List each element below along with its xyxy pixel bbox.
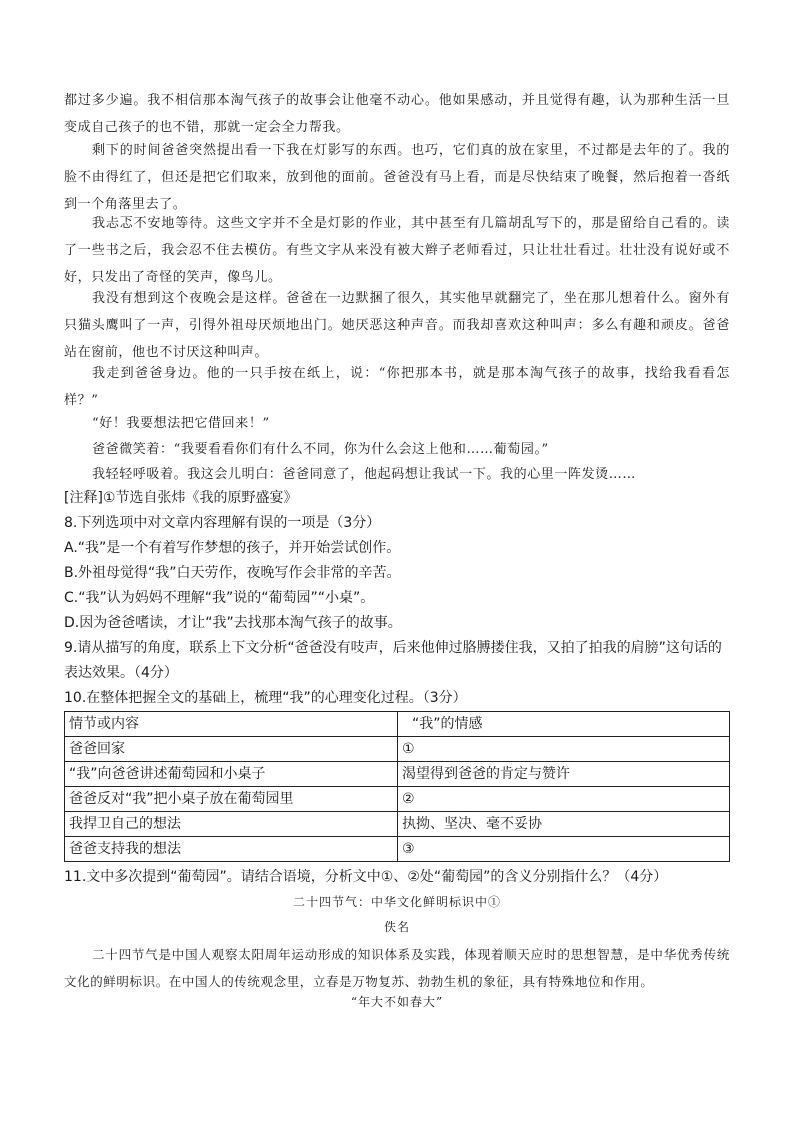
- story-paragraph-2: 剩下的时间爸爸突然提出看一下我在灯影写的东西。也巧，它们真的放在家里，不过都是去年的了。我的脸不由得红了，但还是把它们取来，放到他的面前。爸爸没有马上看，而是尽快结束了晚餐，然后抱着一沓纸到一个角落里去了。: [64, 143, 730, 212]
- story-paragraph-7: 爸爸微笑着：“我要看看你们有什么不同，你为什么会这上他和……葡萄园。”: [92, 442, 549, 457]
- table-cell: 爸爸支持我的想法: [65, 837, 398, 862]
- story-paragraph-4: 我没有想到这个夜晚会是这样。爸爸在一边默捆了很久，其实他早就翻完了，坐在那儿想着什么。窗外有只猫头鹰叫了一声，引得外祖母厌烦地出门。她厌恶这种声音。而我却喜欢这种叫声：多么有趣和顽皮。爸爸站在窗前，他也不讨厌这种叫声。: [64, 291, 730, 360]
- question-8-option-a: A.“我”是一个有着写作梦想的孩子，并开始尝试创作。: [64, 540, 401, 556]
- table-cell: ①: [398, 737, 730, 762]
- article-2-paragraph-1: 二十四节气是中国人观察太阳周年运动形成的知识体系及实践，体现着顺天应时的思想智慧，是中华优秀传统文化的鲜明标识。在中国人的传统观念里，立春是万物复苏、勃勃生机的象征，具有特殊地位和作用。: [64, 947, 730, 989]
- table-cell: 爸爸反对“我”把小桌子放在葡萄园里: [65, 787, 398, 812]
- table-cell: 我捍卫自己的想法: [65, 812, 398, 837]
- annotation-note: [注释]①节选自张炜《我的原野盛宴》: [64, 490, 298, 506]
- table-header-row: [65, 712, 730, 737]
- table-row: [65, 737, 730, 762]
- question-10: 10.在整体把握全文的基础上，梳理“我”的心理变化过程。（3分）: [64, 690, 467, 706]
- question-10-table: [64, 711, 730, 862]
- table-cell: 渴望得到爸爸的肯定与赞许: [398, 762, 730, 787]
- table-cell: ③: [398, 837, 730, 862]
- article-2-author: 佚名: [383, 920, 410, 934]
- question-8-option-b: B.外祖母觉得“我”白天劳作，夜晚写作会非常的辛苦。: [64, 565, 401, 581]
- story-paragraph-1: 都过多少遍。我不相信那本淘气孩子的故事会让他毫不动心。他如果感动，并且觉得有趣，认为那种生活一旦变成自己孩子的也不错，那就一定会全力帮我。: [64, 93, 730, 135]
- table-cell: ②: [398, 787, 730, 812]
- table-header-cell: 情节或内容: [65, 712, 398, 737]
- story-paragraph-5: 我走到爸爸身边。他的一只手按在纸上，说：“你把那本书，就是那本淘气孩子的故事，找给我看看怎样？”: [64, 366, 730, 408]
- question-9: 9.请从描写的角度，联系上下文分析“爸爸没有吱声，后来他伸过胳膊搂住我，又拍了拍我的肩膀”这句话的表达效果。（4分）: [64, 640, 722, 681]
- table-cell: “我”向爸爸讲述葡萄园和小桌子: [65, 762, 398, 787]
- article-2-subheading: “年大不如春大”: [350, 995, 444, 1009]
- table-cell: 爸爸回家: [65, 737, 398, 762]
- story-paragraph-8: 我轻轻呼吸着。我这会儿明白：爸爸同意了，他起码想让我试一下。我的心里一阵发烫……: [92, 467, 637, 482]
- table-row: [65, 812, 730, 837]
- question-11: 11.文中多次提到“葡萄园”。请结合语境，分析文中①、②处“葡萄园”的含义分别指什么？（4分）: [64, 869, 668, 885]
- question-8-option-d: D.因为爸爸嗜读，才让“我”去找那本淘气孩子的故事。: [64, 615, 402, 631]
- table-cell: 执拗、坚决、毫不妥协: [398, 812, 730, 837]
- question-8-stem: 8.下列选项中对文章内容理解有误的一项是（3分）: [64, 515, 381, 531]
- story-paragraph-6: “好！我要想法把它借回来！”: [92, 416, 270, 431]
- article-2-title: 二十四节气：中华文化鲜明标识中①: [292, 895, 501, 909]
- story-paragraph-3: 我忐忑不安地等待。这些文字并不全是灯影的作业，其中甚至有几篇胡乱写下的，那是留给自己看的。读了一些书之后，我会忍不住去模仿。有些文字从来没有被大辫子老师看过，只让壮壮看过。壮壮没有说好或不好，只发出了奇怪的笑声，像鸟儿。: [64, 216, 730, 285]
- table-row: [65, 787, 730, 812]
- table-row: [65, 762, 730, 787]
- question-8-option-c: C.“我”认为妈妈不理解“我”说的“葡萄园”“小桌”。: [64, 590, 375, 606]
- table-row: [65, 837, 730, 862]
- table-header-cell: “我”的情感: [398, 712, 730, 737]
